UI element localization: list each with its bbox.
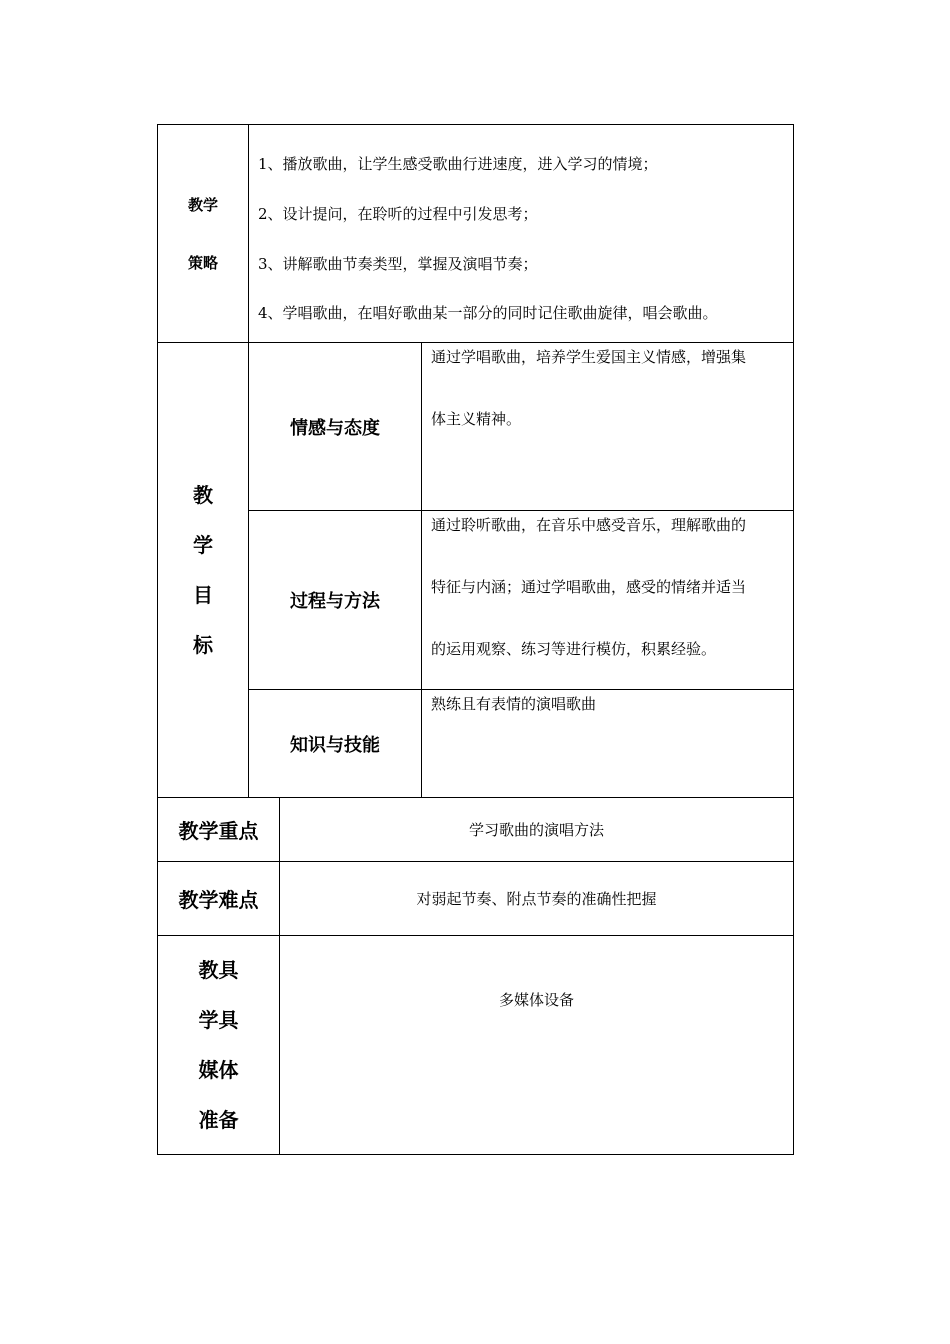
objectives-label-char: 教: [193, 483, 213, 507]
table-border: [157, 124, 794, 125]
materials-label-line: 媒体: [198, 1058, 239, 1082]
strategy-label: [158, 125, 248, 342]
objective-label-attitude: 情感与态度: [290, 417, 380, 439]
table-border: [421, 342, 422, 798]
content-line: 体主义精神。: [431, 410, 522, 428]
table-border: [157, 1154, 794, 1155]
strategy-item: 1、播放歌曲，让学生感受歌曲行进速度，进入学习的情境；: [258, 155, 658, 173]
objective-label-process: 过程与方法: [290, 591, 380, 612]
table-border: [793, 124, 794, 1155]
difficulty-label: 教学难点: [178, 888, 259, 912]
objective-content-process: [431, 494, 791, 680]
difficulty-content: 对弱起节奏、附点节奏的准确性把握: [416, 890, 657, 908]
strategy-item: 3、讲解歌曲节奏类型，掌握及演唱节奏；: [258, 255, 538, 273]
objectives-label-char: 标: [193, 633, 213, 657]
content-line: 通过学唱歌曲，培养学生爱国主义情感，增强集: [431, 348, 747, 366]
materials-label-line: 准备: [198, 1108, 239, 1132]
content-line: 特征与内涵；通过学唱歌曲，感受的情绪并适当: [431, 578, 747, 596]
content-line: 的运用观察、练习等进行模仿，积累经验。: [431, 640, 717, 658]
materials-label-line: 教具: [198, 958, 239, 982]
objective-content-knowledge: [431, 673, 791, 735]
objectives-label-char: 目: [193, 583, 213, 607]
materials-label-line: 学具: [198, 1008, 239, 1032]
materials-content: 多媒体设备: [498, 991, 574, 1009]
objective-label-knowledge: 知识与技能: [290, 734, 380, 756]
materials-label: [158, 936, 279, 1154]
strategy-label-line: 策略: [187, 253, 218, 272]
strategy-label-line: 教学: [187, 195, 218, 214]
objectives-label: [158, 343, 248, 797]
key-point-content: 学习歌曲的演唱方法: [468, 821, 604, 839]
strategy-item: 4、学唱歌曲，在唱好歌曲某一部分的同时记住歌曲旋律，唱会歌曲。: [258, 304, 718, 322]
content-line: 通过聆听歌曲，在音乐中感受音乐，理解歌曲的: [431, 516, 747, 534]
content-line: 熟练且有表情的演唱歌曲: [431, 695, 597, 713]
key-point-label: 教学重点: [178, 819, 259, 843]
objective-content-attitude: [431, 326, 791, 450]
objectives-label-char: 学: [193, 533, 213, 557]
strategy-item: 2、设计提问，在聆听的过程中引发思考；: [258, 205, 538, 223]
